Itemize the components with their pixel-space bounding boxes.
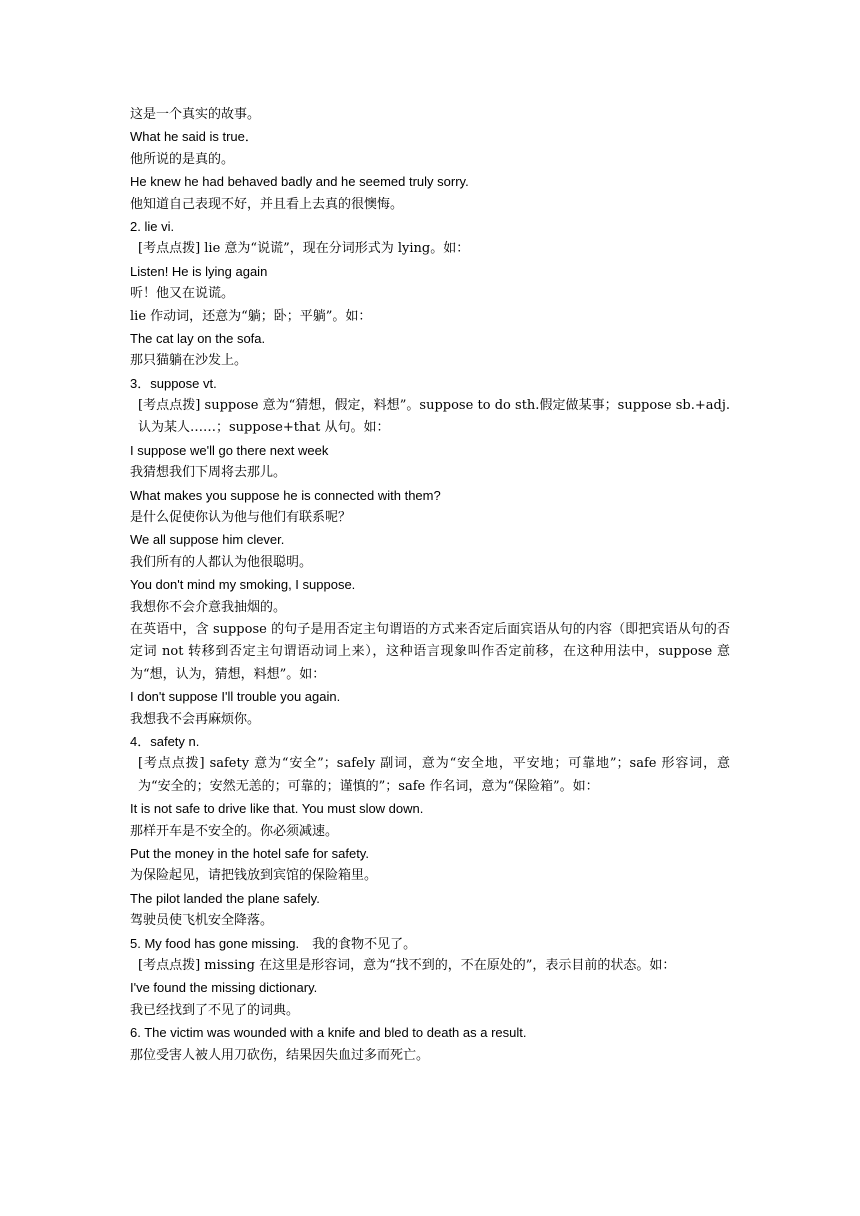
text-line: 5. My food has gone missing. 我的食物不见了。	[130, 935, 417, 951]
text-line: 那只猫躺在沙发上。	[130, 353, 248, 369]
text-line: 我们所有的人都认为他很聪明。	[130, 554, 313, 570]
text-line: 他知道自己表现不好，并且看上去真的很懊悔。	[130, 196, 404, 212]
text-line: The pilot landed the plane safely.	[130, 890, 320, 906]
text-line: Put the money in the hotel safe for safety.	[130, 846, 369, 861]
text-line: 我想我不会再麻烦你。	[130, 711, 261, 727]
text-line: You don't mind my smoking, I suppose.	[130, 577, 356, 593]
text-line: 3．suppose vt.	[130, 375, 217, 391]
text-line: 在英语中，含 suppose 的句子是用否定主句谓语的方式来否定后面宾语从句的内容（即把宾语从句的否定词 not 转移到否定主句谓语动词上来），这种语言现象叫作否定前移，在这种用法中，suppose 意为“想，认为，猜想，料想”。如：	[130, 622, 730, 682]
text-line: Listen! He is lying again	[130, 263, 268, 279]
text-line: 那样开车是不安全的。你必须减速。	[130, 823, 339, 839]
text-line: 听！他又在说谎。	[130, 286, 235, 302]
text-line: 我猜想我们下周将去那儿。	[130, 465, 287, 481]
text-line: lie 作动词，还意为“躺；卧；平躺”。如：	[130, 308, 372, 324]
text-line: 这是一个真实的故事。	[130, 107, 261, 122]
text-line: 那位受害人被人用刀砍伤，结果因失血过多而死亡。	[130, 1047, 430, 1063]
text-line: We all suppose him clever.	[130, 532, 285, 548]
text-line: 他所说的是真的。	[130, 151, 235, 167]
text-line: 我已经找到了不见了的词典。	[130, 1002, 300, 1018]
text-line: The cat lay on the sofa.	[130, 330, 266, 346]
text-line: 我想你不会介意我抽烟的。	[130, 599, 287, 615]
document-body	[130, 104, 730, 1067]
text-line: 4．safety n.	[130, 734, 200, 750]
text-line: 为保险起见，请把钱放到宾馆的保险箱里。	[130, 868, 378, 884]
text-line: [考点点拨] missing 在这里是形容词，意为“找不到的，不在原处的”，表示目前的状态。如：	[138, 957, 676, 973]
text-line: 6. The victim was wounded with a knife and bled to death as a result.	[130, 1025, 527, 1041]
text-line: 2. lie vi.	[130, 218, 175, 234]
text-line: What he said is true．	[130, 129, 258, 145]
text-line: He knew he had behaved badly and he seemed truly sorry.	[130, 174, 469, 190]
text-line: I don't suppose I'll trouble you again.	[130, 689, 341, 705]
text-line: I suppose we'll go there next week	[130, 442, 329, 458]
text-line: What makes you suppose he is connected with them?	[130, 487, 441, 503]
text-line: 驾驶员使飞机安全降落。	[130, 913, 274, 929]
text-line: 是什么促使你认为他与他们有联系呢？	[130, 510, 352, 526]
text-line: I've found the missing dictionary.	[130, 980, 318, 996]
text-line: [考点点拨] lie 意为“说谎”，现在分词形式为 lying。如：	[138, 241, 470, 257]
text-line: [考点点拨] suppose 意为“猜想，假定，料想”。suppose to do sth.假定做某事；suppose sb.+adj. 认为某人……；suppose+that 从句。如：	[138, 398, 730, 436]
text-line: It is not safe to drive like that. You must slow down.	[130, 801, 424, 817]
text-line: [考点点拨] safety 意为“安全”；safely 副词，意为“安全地，平安地；可靠地”；safe 形容词，意为“安全的；安然无恙的；可靠的；谨慎的”；safe 作名词，意为“保险箱”。如：	[138, 756, 730, 794]
